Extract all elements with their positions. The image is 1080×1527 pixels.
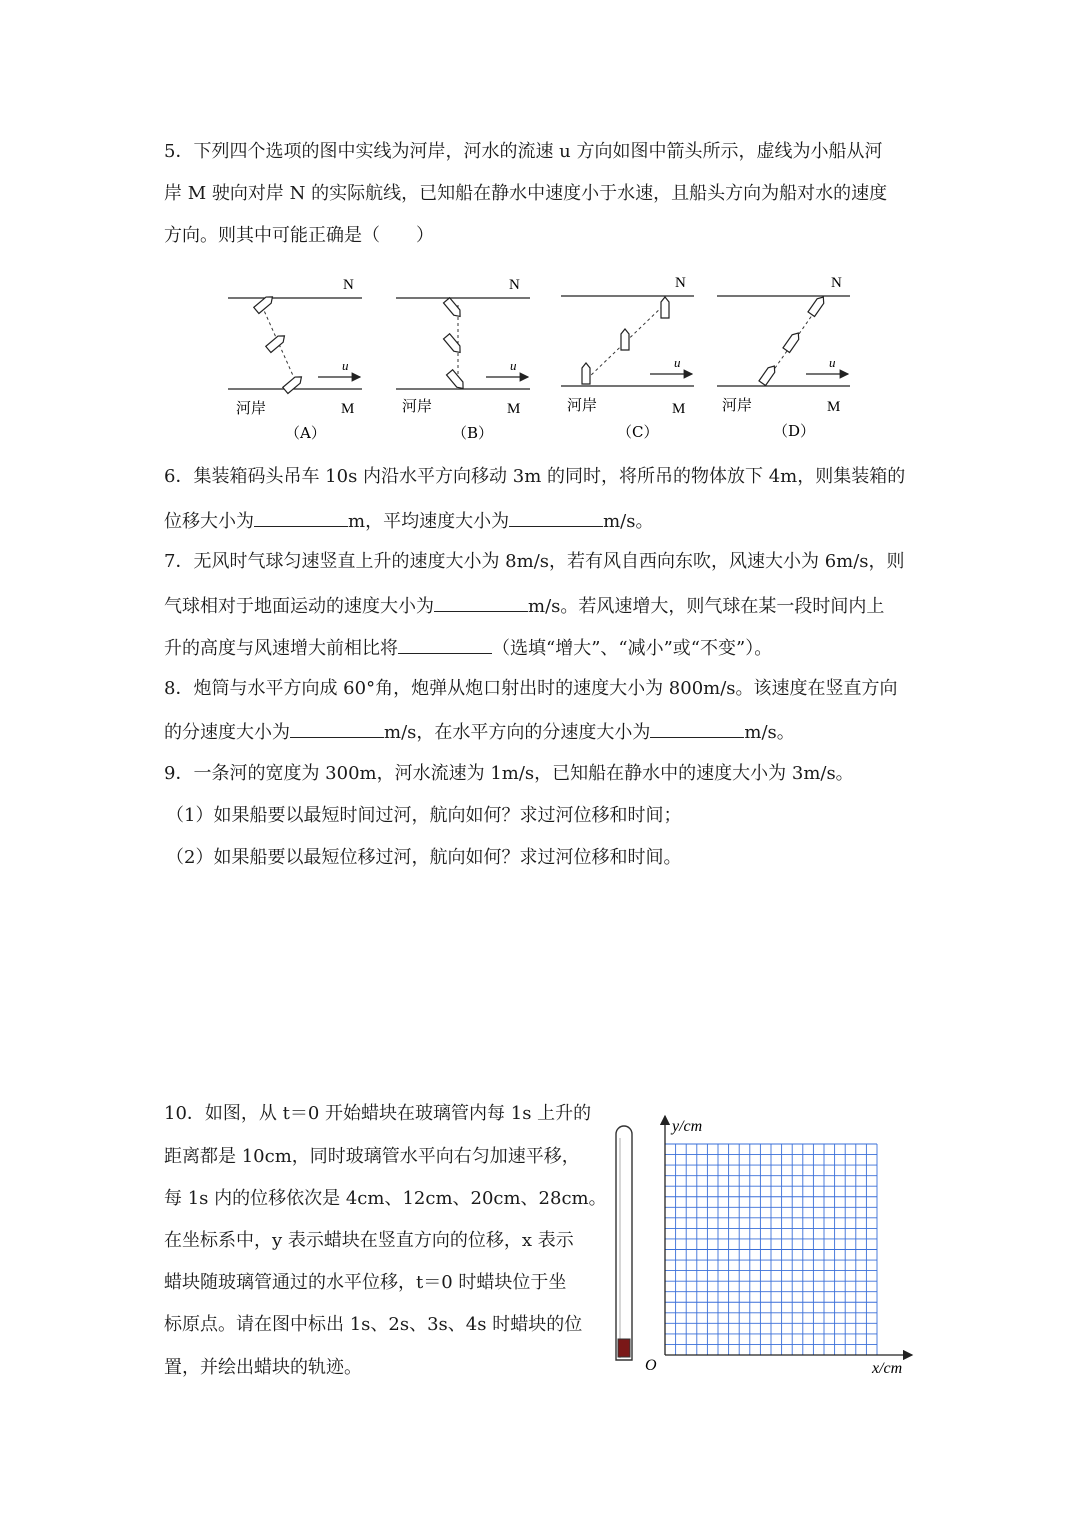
origin-label: O (645, 1357, 657, 1374)
q7-line-3 (164, 635, 772, 661)
answer-blank[interactable] (650, 719, 744, 738)
diagram-d (717, 275, 850, 440)
q10-line-7: 置，并绘出蜡块的轨迹。 (164, 1357, 362, 1378)
x-axis-label: x/cm (872, 1360, 903, 1377)
q8-line-1: 8．炮筒与水平方向成 60°角，炮弹从炮口射出时的速度大小为 800m/s。该速度在竖直方向 (164, 678, 898, 699)
velocity-label: u (674, 355, 681, 370)
label-bank: 河岸 (567, 396, 598, 414)
diagram-a (228, 277, 362, 442)
q7-line-1: 7．无风时气球匀速竖直上升的速度大小为 8m/s，若有风自西向东吹，风速大小为 6m/s，则 (164, 551, 905, 572)
label-n: N (509, 277, 520, 293)
velocity-label: u (342, 358, 349, 373)
boat-icon (444, 298, 464, 319)
q8-line-2 (164, 719, 795, 745)
q7-text-c: 升的高度与风速增大前相比将 (164, 638, 398, 659)
label-n: N (675, 275, 686, 291)
label-bank: 河岸 (236, 399, 267, 417)
label-m: M (507, 401, 521, 417)
option-b: （B） (452, 424, 494, 442)
q5-diagrams (220, 268, 860, 446)
boat-icon (447, 370, 467, 391)
q9-sub-1: （1）如果船要以最短时间过河，航向如何？求过河位移和时间； (166, 805, 682, 826)
q6-line-2 (164, 508, 653, 534)
q7-text-b: m/s。若风速增大，则气球在某一段时间内上 (528, 596, 885, 617)
q10-line-4: 在坐标系中，y 表示蜡块在竖直方向的位移，x 表示 (164, 1230, 574, 1251)
label-bank: 河岸 (402, 397, 433, 415)
glass-tube (612, 1122, 636, 1364)
label-n: N (343, 277, 354, 293)
boat-icon (783, 331, 802, 353)
q7-line-2 (164, 593, 884, 619)
label-m: M (827, 399, 841, 415)
label-bank: 河岸 (722, 396, 753, 414)
q6-text-b: m，平均速度大小为 (348, 511, 510, 532)
q7-text-a: 气球相对于地面运动的速度大小为 (164, 596, 434, 617)
diagram-b (396, 277, 530, 442)
boat-icon (759, 364, 778, 386)
label-m: M (672, 401, 686, 417)
boat-icon (266, 333, 287, 353)
q10-line-1: 10．如图，从 t＝0 开始蜡块在玻璃管内每 1s 上升的 (164, 1103, 592, 1124)
option-c: （C） (617, 423, 659, 441)
answer-blank[interactable] (254, 508, 348, 527)
velocity-label: u (829, 355, 836, 370)
answer-blank[interactable] (509, 508, 603, 527)
q5-line-1: 5．下列四个选项的图中实线为河岸，河水的流速 u 方向如图中箭头所示，虚线为小船从河 (164, 141, 883, 162)
y-axis-label: y/cm (672, 1118, 703, 1135)
q9-line-1: 9．一条河的宽度为 300m，河水流速为 1m/s，已知船在静水中的速度大小为 3m/s。 (164, 763, 854, 784)
answer-blank[interactable] (434, 593, 528, 612)
boat-icon (582, 363, 590, 384)
boat-icon (283, 374, 304, 394)
boat-icon (621, 329, 629, 350)
option-a: （A） (285, 424, 326, 442)
q10-line-3: 每 1s 内的位移依次是 4cm、12cm、20cm、28cm。 (164, 1188, 607, 1209)
diagram-c (561, 275, 694, 441)
velocity-label: u (510, 358, 517, 373)
boat-icon (444, 334, 464, 355)
q5-line-3: 方向。则其中可能正确是（ ） (164, 225, 434, 246)
q8-text-a: 的分速度大小为 (164, 722, 290, 743)
boat-icon (254, 294, 275, 314)
q6-text-c: m/s。 (603, 511, 654, 532)
boat-icon (808, 295, 827, 317)
q10-line-6: 标原点。请在图中标出 1s、2s、3s、4s 时蜡块的位 (164, 1314, 583, 1335)
q6-text-a: 位移大小为 (164, 511, 254, 532)
coordinate-grid[interactable] (640, 1110, 920, 1380)
q10-line-2: 距离都是 10cm，同时玻璃管水平向右匀加速平移， (164, 1146, 580, 1167)
wax-block (618, 1339, 630, 1357)
q9-sub-2: （2）如果船要以最短位移过河，航向如何？求过河位移和时间。 (166, 847, 682, 868)
q7-text-d: （选填“增大”、“减小”或“不变”）。 (492, 638, 773, 659)
boat-icon (661, 297, 669, 318)
grid-lines (665, 1144, 877, 1355)
answer-blank[interactable] (398, 635, 492, 654)
q8-text-c: m/s。 (744, 722, 795, 743)
label-n: N (831, 275, 842, 291)
q8-text-b: m/s，在水平方向的分速度大小为 (384, 722, 651, 743)
q6-line-1: 6．集装箱码头吊车 10s 内沿水平方向移动 3m 的同时，将所吊的物体放下 4m，则集装箱的 (164, 466, 906, 487)
q10-line-5: 蜡块随玻璃管通过的水平位移，t＝0 时蜡块位于坐 (164, 1272, 567, 1293)
q5-line-2: 岸 M 驶向对岸 N 的实际航线，已知船在静水中速度小于水速，且船头方向为船对水的速度 (164, 183, 888, 204)
label-m: M (341, 401, 355, 417)
option-d: （D） (773, 422, 816, 440)
answer-blank[interactable] (290, 719, 384, 738)
